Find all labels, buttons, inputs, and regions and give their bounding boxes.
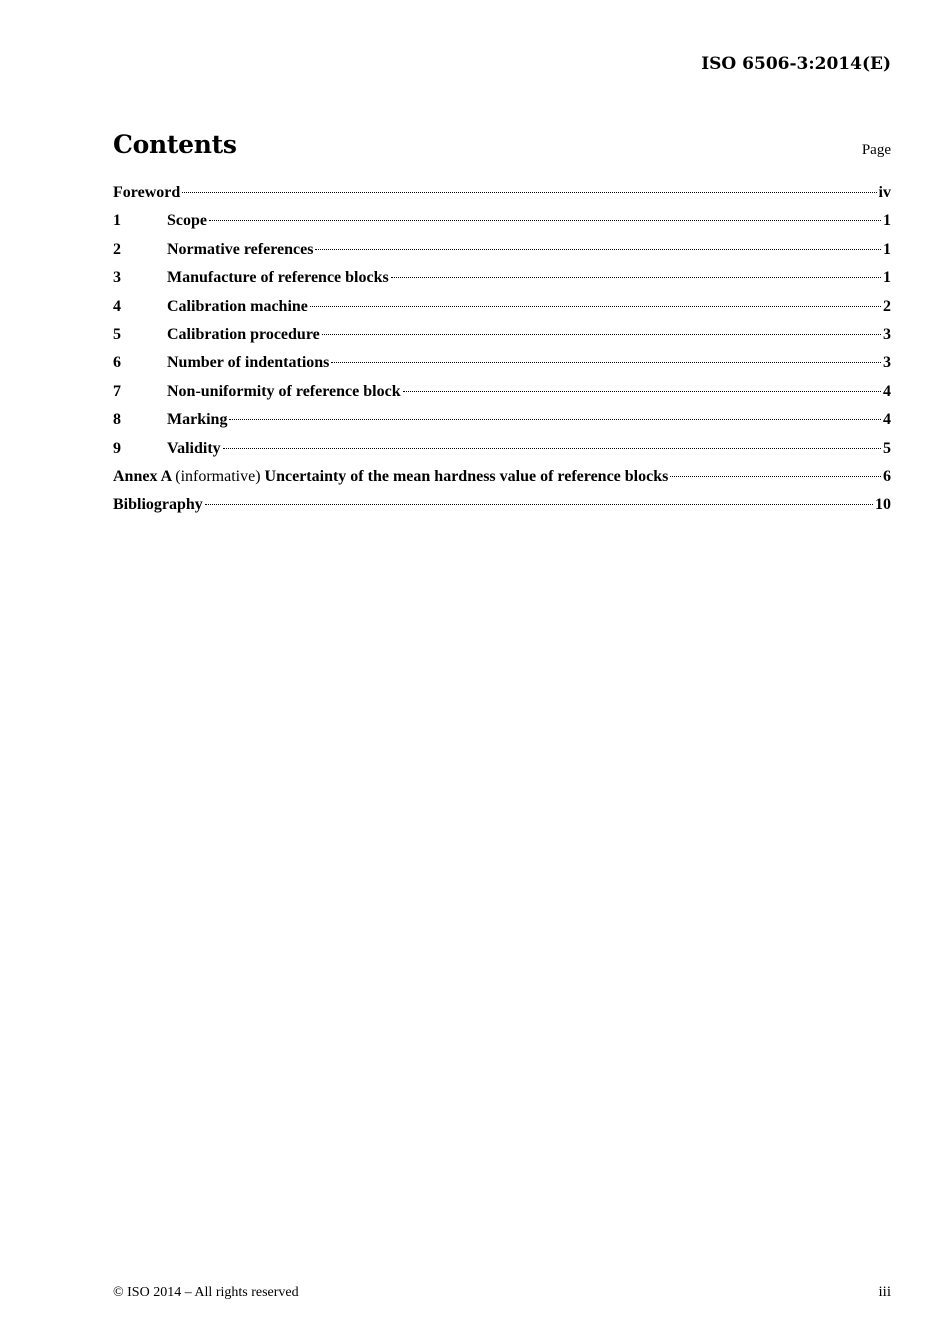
toc-entry-label: Marking: [167, 411, 228, 429]
toc-entry-calibration-machine[interactable]: [113, 298, 891, 326]
toc-entry-manufacture[interactable]: [113, 269, 891, 297]
toc-entry-label: Calibration machine: [167, 297, 308, 315]
toc-entry-number: 5: [113, 325, 121, 343]
dot-leader: [205, 504, 873, 505]
toc-entry-number-of-indentations[interactable]: [113, 354, 891, 382]
toc-entry-label: Calibration procedure: [167, 325, 320, 343]
toc-entry-page: 4: [883, 382, 891, 400]
dot-leader: [322, 334, 881, 335]
contents-heading-row: [113, 130, 891, 166]
toc-entry-annex-a[interactable]: [113, 468, 891, 496]
toc-entry-marking[interactable]: [113, 411, 891, 439]
toc-entry-page: 4: [883, 411, 891, 429]
toc-entry-normative-references[interactable]: [113, 241, 891, 269]
table-of-contents: [113, 184, 891, 525]
annex-qualifier: (informative): [175, 467, 261, 485]
toc-entry-page: 1: [883, 269, 891, 287]
toc-entry-number: 8: [113, 411, 121, 429]
toc-entry-number: 6: [113, 354, 121, 372]
dot-leader: [223, 448, 881, 449]
toc-entry-label: Non-uniformity of reference block: [167, 382, 401, 400]
dot-leader: [391, 277, 881, 278]
annex-title: Uncertainty of the mean hardness value of reference blocks: [264, 467, 669, 485]
toc-entry-page: 1: [883, 240, 891, 258]
toc-entry-page: 3: [883, 325, 891, 343]
toc-entry-label: Scope: [167, 212, 207, 230]
toc-entry-non-uniformity[interactable]: [113, 383, 891, 411]
dot-leader: [403, 391, 881, 392]
toc-entry-bibliography[interactable]: [113, 496, 891, 524]
toc-entry-page: 5: [883, 439, 891, 457]
page-number: iii: [878, 1284, 891, 1300]
page-column-label: Page: [861, 142, 891, 158]
toc-entry-number: 7: [113, 382, 121, 400]
toc-entry-page: 1: [883, 212, 891, 230]
contents-title: Contents: [113, 130, 237, 159]
toc-entry-number: 1: [113, 212, 121, 230]
dot-leader: [310, 306, 881, 307]
toc-entry-label: Validity: [167, 439, 221, 457]
toc-entry-scope[interactable]: [113, 212, 891, 240]
copyright-notice: © ISO 2014 – All rights reserved: [113, 1285, 299, 1300]
toc-entry-number: 2: [113, 240, 121, 258]
document-id: ISO 6506-3:2014(E): [701, 54, 891, 74]
dot-leader: [182, 192, 876, 193]
toc-entry-label: [113, 468, 668, 486]
dot-leader: [331, 362, 881, 363]
toc-entry-foreword[interactable]: [113, 184, 891, 212]
toc-entry-label: Normative references: [167, 240, 314, 258]
toc-entry-page: iv: [878, 184, 891, 201]
toc-entry-page: 6: [883, 467, 891, 485]
toc-entry-page: 10: [875, 496, 891, 514]
toc-entry-label: Bibliography: [113, 496, 203, 514]
toc-entry-number: 4: [113, 297, 121, 315]
toc-entry-validity[interactable]: [113, 440, 891, 468]
dot-leader: [315, 249, 881, 250]
toc-entry-page: 3: [883, 354, 891, 372]
annex-prefix: Annex A: [113, 467, 172, 485]
toc-entry-label: Foreword: [113, 184, 181, 201]
toc-entry-label: Manufacture of reference blocks: [167, 269, 389, 287]
dot-leader: [670, 476, 881, 477]
toc-entry-number: 3: [113, 269, 121, 287]
toc-entry-label: Number of indentations: [167, 354, 330, 372]
dot-leader: [229, 419, 881, 420]
dot-leader: [209, 220, 881, 221]
toc-entry-number: 9: [113, 439, 121, 457]
toc-entry-calibration-procedure[interactable]: [113, 326, 891, 354]
toc-entry-page: 2: [883, 297, 891, 315]
